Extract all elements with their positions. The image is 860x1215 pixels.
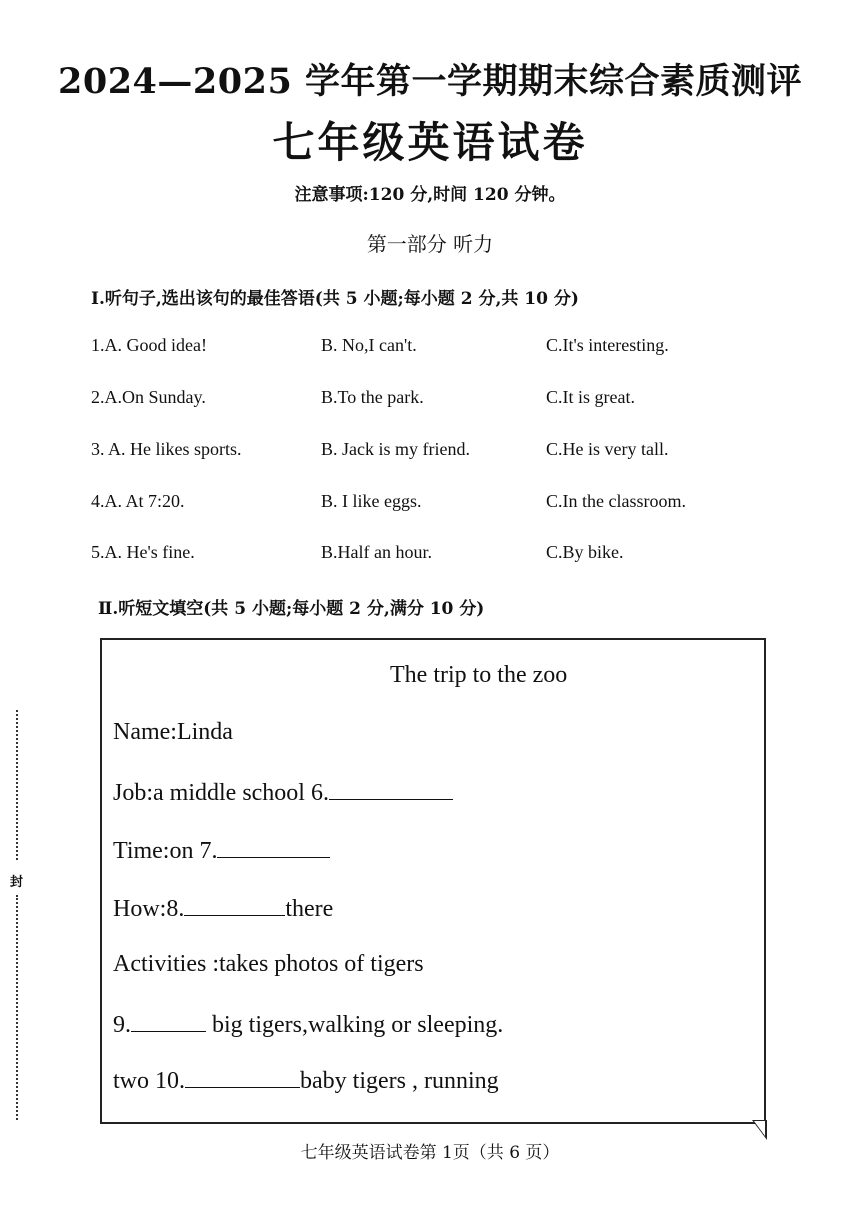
fill-in-box: [100, 638, 766, 1124]
q10-text: baby tigers , running: [300, 1068, 499, 1094]
q2-option-b: B.To the park.: [321, 387, 424, 407]
q4-option-a: 4.A. At 7:20.: [91, 491, 185, 511]
exam-notice: 注意事项:120 分,时间 120 分钟。: [294, 185, 566, 205]
activities-line: Activities :takes photos of tigers: [113, 951, 424, 977]
q9-line: [113, 1009, 503, 1039]
q4-option-c: C.In the classroom.: [546, 491, 686, 511]
blank-10[interactable]: [185, 1065, 300, 1088]
job-line: [113, 777, 453, 807]
q1-option-c: C.It's interesting.: [546, 335, 669, 355]
q5-option-b: B.Half an hour.: [321, 542, 432, 562]
box-title: The trip to the zoo: [390, 662, 568, 688]
q5-option-a: 5.A. He's fine.: [91, 542, 195, 562]
blank-6[interactable]: [329, 777, 453, 800]
binding-seal-mark: 封: [10, 875, 24, 890]
section1-heading: I.听句子,选出该句的最佳答语(共 5 小题;每小题 2 分,共 10 分): [91, 289, 579, 309]
q10-line: [113, 1065, 499, 1095]
q2-option-c: C.It is great.: [546, 387, 635, 407]
q3-option-b: B. Jack is my friend.: [321, 439, 470, 459]
q9-text: big tigers,walking or sleeping.: [206, 1012, 504, 1038]
q1-option-b: B. No,I can't.: [321, 335, 417, 355]
name-line: Name:Linda: [113, 719, 233, 745]
how-text: How:8.: [113, 896, 185, 922]
q2-option-a: 2.A.On Sunday.: [91, 387, 206, 407]
blank-9[interactable]: [131, 1009, 206, 1032]
q3-option-c: C.He is very tall.: [546, 439, 669, 459]
exam-title: 2024—2025 学年第一学期期末综合素质测评: [57, 61, 802, 102]
q10-number: two 10.: [113, 1068, 185, 1094]
job-text: Job:a middle school 6.: [113, 780, 329, 806]
blank-7[interactable]: [217, 835, 330, 858]
q9-number: 9.: [113, 1012, 131, 1038]
box-page-curl-inner: [754, 1121, 765, 1136]
q3-option-a: 3. A. He likes sports.: [91, 439, 242, 459]
blank-8[interactable]: [184, 893, 285, 916]
exam-subtitle: 七年级英语试卷: [272, 118, 588, 167]
how-suffix: there: [285, 896, 334, 922]
section2-heading: Ⅱ.听短文填空(共 5 小题;每小题 2 分,满分 10 分): [98, 599, 485, 619]
part-heading: 第一部分 听力: [366, 232, 494, 256]
time-line: [113, 835, 330, 865]
how-line: [113, 893, 333, 923]
q4-option-b: B. I like eggs.: [321, 491, 422, 511]
q1-option-a: 1.A. Good idea!: [91, 335, 207, 355]
binding-line-bottom: [16, 895, 18, 1120]
time-text: Time:on 7.: [113, 838, 218, 864]
page-footer: 七年级英语试卷第 1页（共 6 页）: [300, 1143, 560, 1163]
binding-line-top: [16, 710, 18, 860]
q5-option-c: C.By bike.: [546, 542, 624, 562]
